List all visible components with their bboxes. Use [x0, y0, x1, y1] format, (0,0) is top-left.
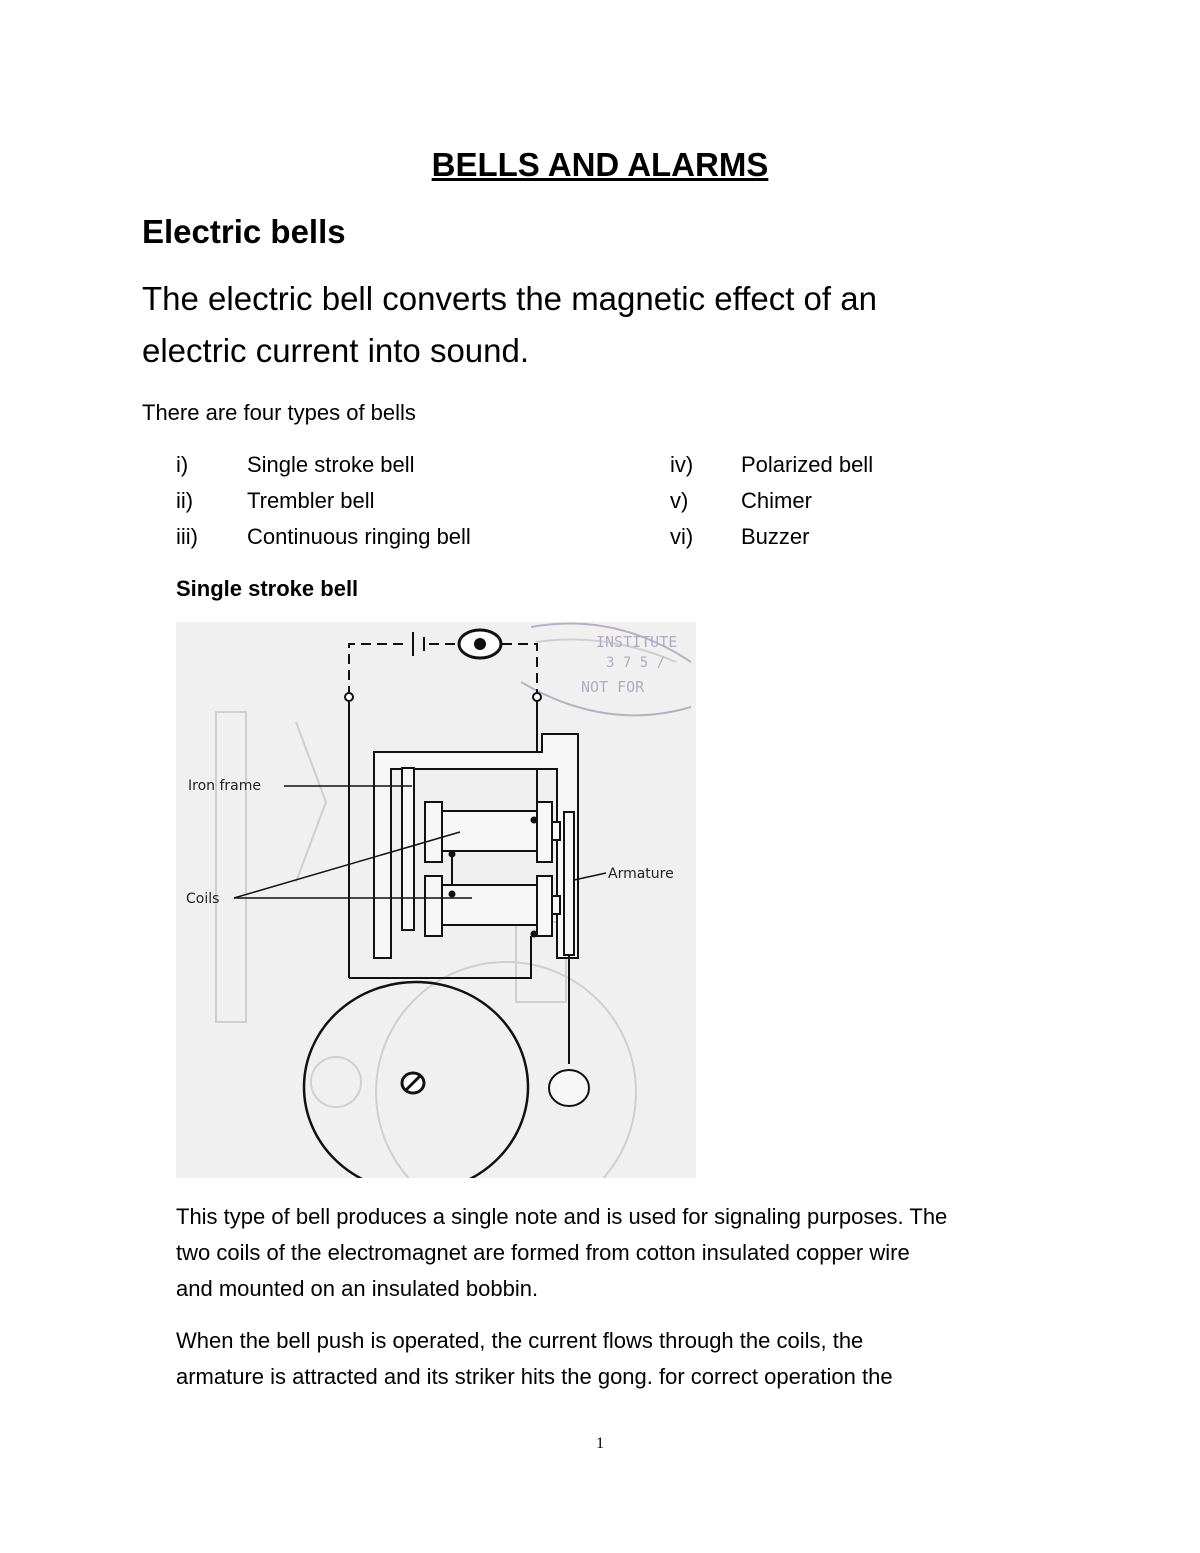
paragraph-1-line: and mounted on an insulated bobbin.	[176, 1276, 539, 1301]
list-item-label: Chimer	[741, 488, 812, 513]
single-stroke-bell-diagram	[176, 622, 696, 1178]
electromagnet-coils	[425, 802, 560, 936]
paragraph-2-line: armature is attracted and its striker hits the gong. for correct operation the	[176, 1364, 893, 1389]
armature	[564, 812, 574, 1064]
list-item-label: Buzzer	[741, 524, 810, 549]
lead-line-1: The electric bell converts the magnetic effect of an	[142, 280, 877, 317]
svg-text:3 7 5 /: 3 7 5 /	[606, 655, 666, 671]
paragraph-2-line: When the bell push is operated, the current flows through the coils, the	[176, 1328, 864, 1353]
list-item-label: Polarized bell	[741, 452, 874, 477]
svg-text:INSTITUTE: INSTITUTE	[596, 633, 678, 651]
diagram-svg	[176, 622, 696, 1178]
list-item-label: Trembler bell	[247, 488, 375, 513]
list-item-number: vi)	[670, 524, 694, 549]
gong	[304, 982, 528, 1178]
label-armature: Armature	[608, 866, 674, 882]
section-heading: Electric bells	[142, 213, 346, 250]
lead-line-2: electric current into sound.	[142, 332, 530, 369]
list-item-number: v)	[670, 488, 689, 513]
list-item-number: iv)	[670, 452, 694, 477]
svg-text:NOT FOR: NOT FOR	[581, 678, 645, 696]
document-title: BELLS AND ALARMS	[431, 146, 769, 183]
paragraph-1-line: two coils of the electromagnet are formed from cotton insulated copper wire	[176, 1240, 910, 1265]
stamp-mark	[521, 624, 691, 716]
list-item-label: Continuous ringing bell	[247, 524, 471, 549]
list-item-number: i)	[176, 452, 189, 477]
striker-ball	[549, 1070, 589, 1106]
list-item-number: iii)	[176, 524, 198, 549]
battery-symbol	[413, 632, 424, 656]
bell-push-symbol	[459, 630, 501, 658]
label-coils: Coils	[186, 891, 220, 907]
list-item-number: ii)	[176, 488, 194, 513]
label-iron-frame: Iron frame	[188, 778, 261, 794]
list-item-label: Single stroke bell	[247, 452, 415, 477]
paragraph-1-line: This type of bell produces a single note and is used for signaling purposes. The	[176, 1204, 948, 1229]
types-intro: There are four types of bells	[142, 400, 416, 425]
subheading-single-stroke-bell: Single stroke bell	[176, 576, 359, 601]
page-number: 1	[596, 1435, 604, 1452]
